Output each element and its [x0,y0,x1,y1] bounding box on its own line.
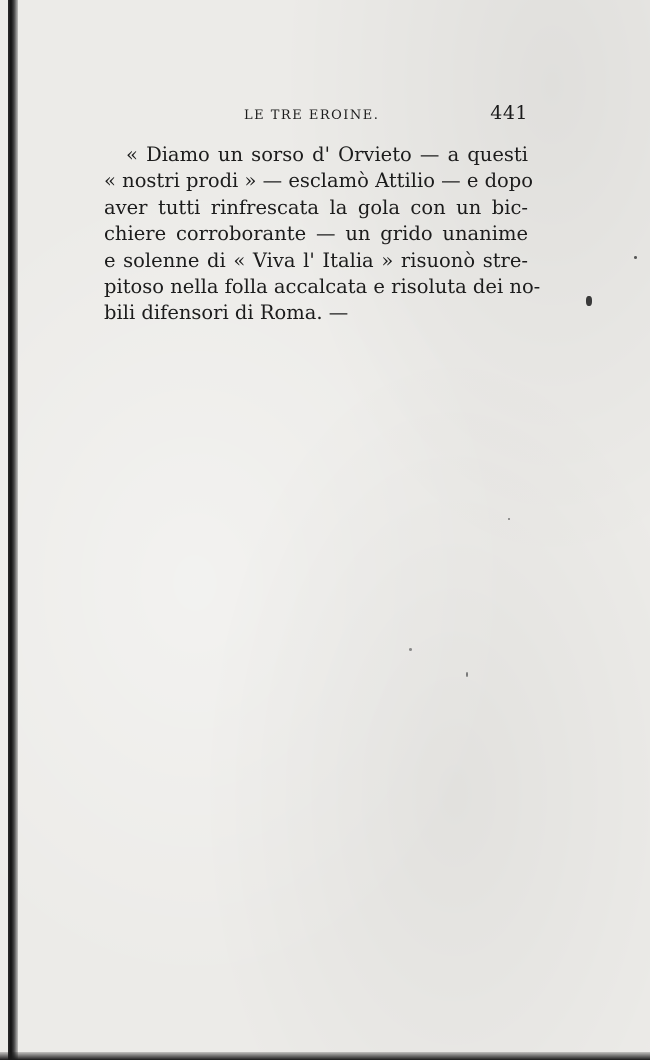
text-line: bili difensori di Roma. — [104,301,349,325]
ink-speck [634,256,637,259]
text-line: chiere corroborante — un grido unanime [104,222,528,246]
paragraph [104,142,541,327]
text-line: « nostri prodi » — esclamò Attilio — e dopo [104,169,534,193]
ink-speck [409,648,412,651]
text-line: aver tutti rinfrescata la gola con un bic- [104,195,528,219]
text-line: pitoso nella folla accalcata e risoluta dei no- [104,274,541,298]
ink-speck [586,296,592,306]
running-head [104,104,528,126]
binding-edge [8,0,18,1060]
text-line: e solenne di « Viva l' Italia » risuonò stre- [104,248,528,272]
bottom-edge [0,1052,650,1060]
page-number: 441 [490,102,528,124]
ink-speck [508,518,510,520]
ink-speck [466,672,468,677]
running-title: LE TRE EROINE. [244,108,380,123]
text-line: « Diamo un sorso d' Orvieto — a questi [126,143,528,166]
